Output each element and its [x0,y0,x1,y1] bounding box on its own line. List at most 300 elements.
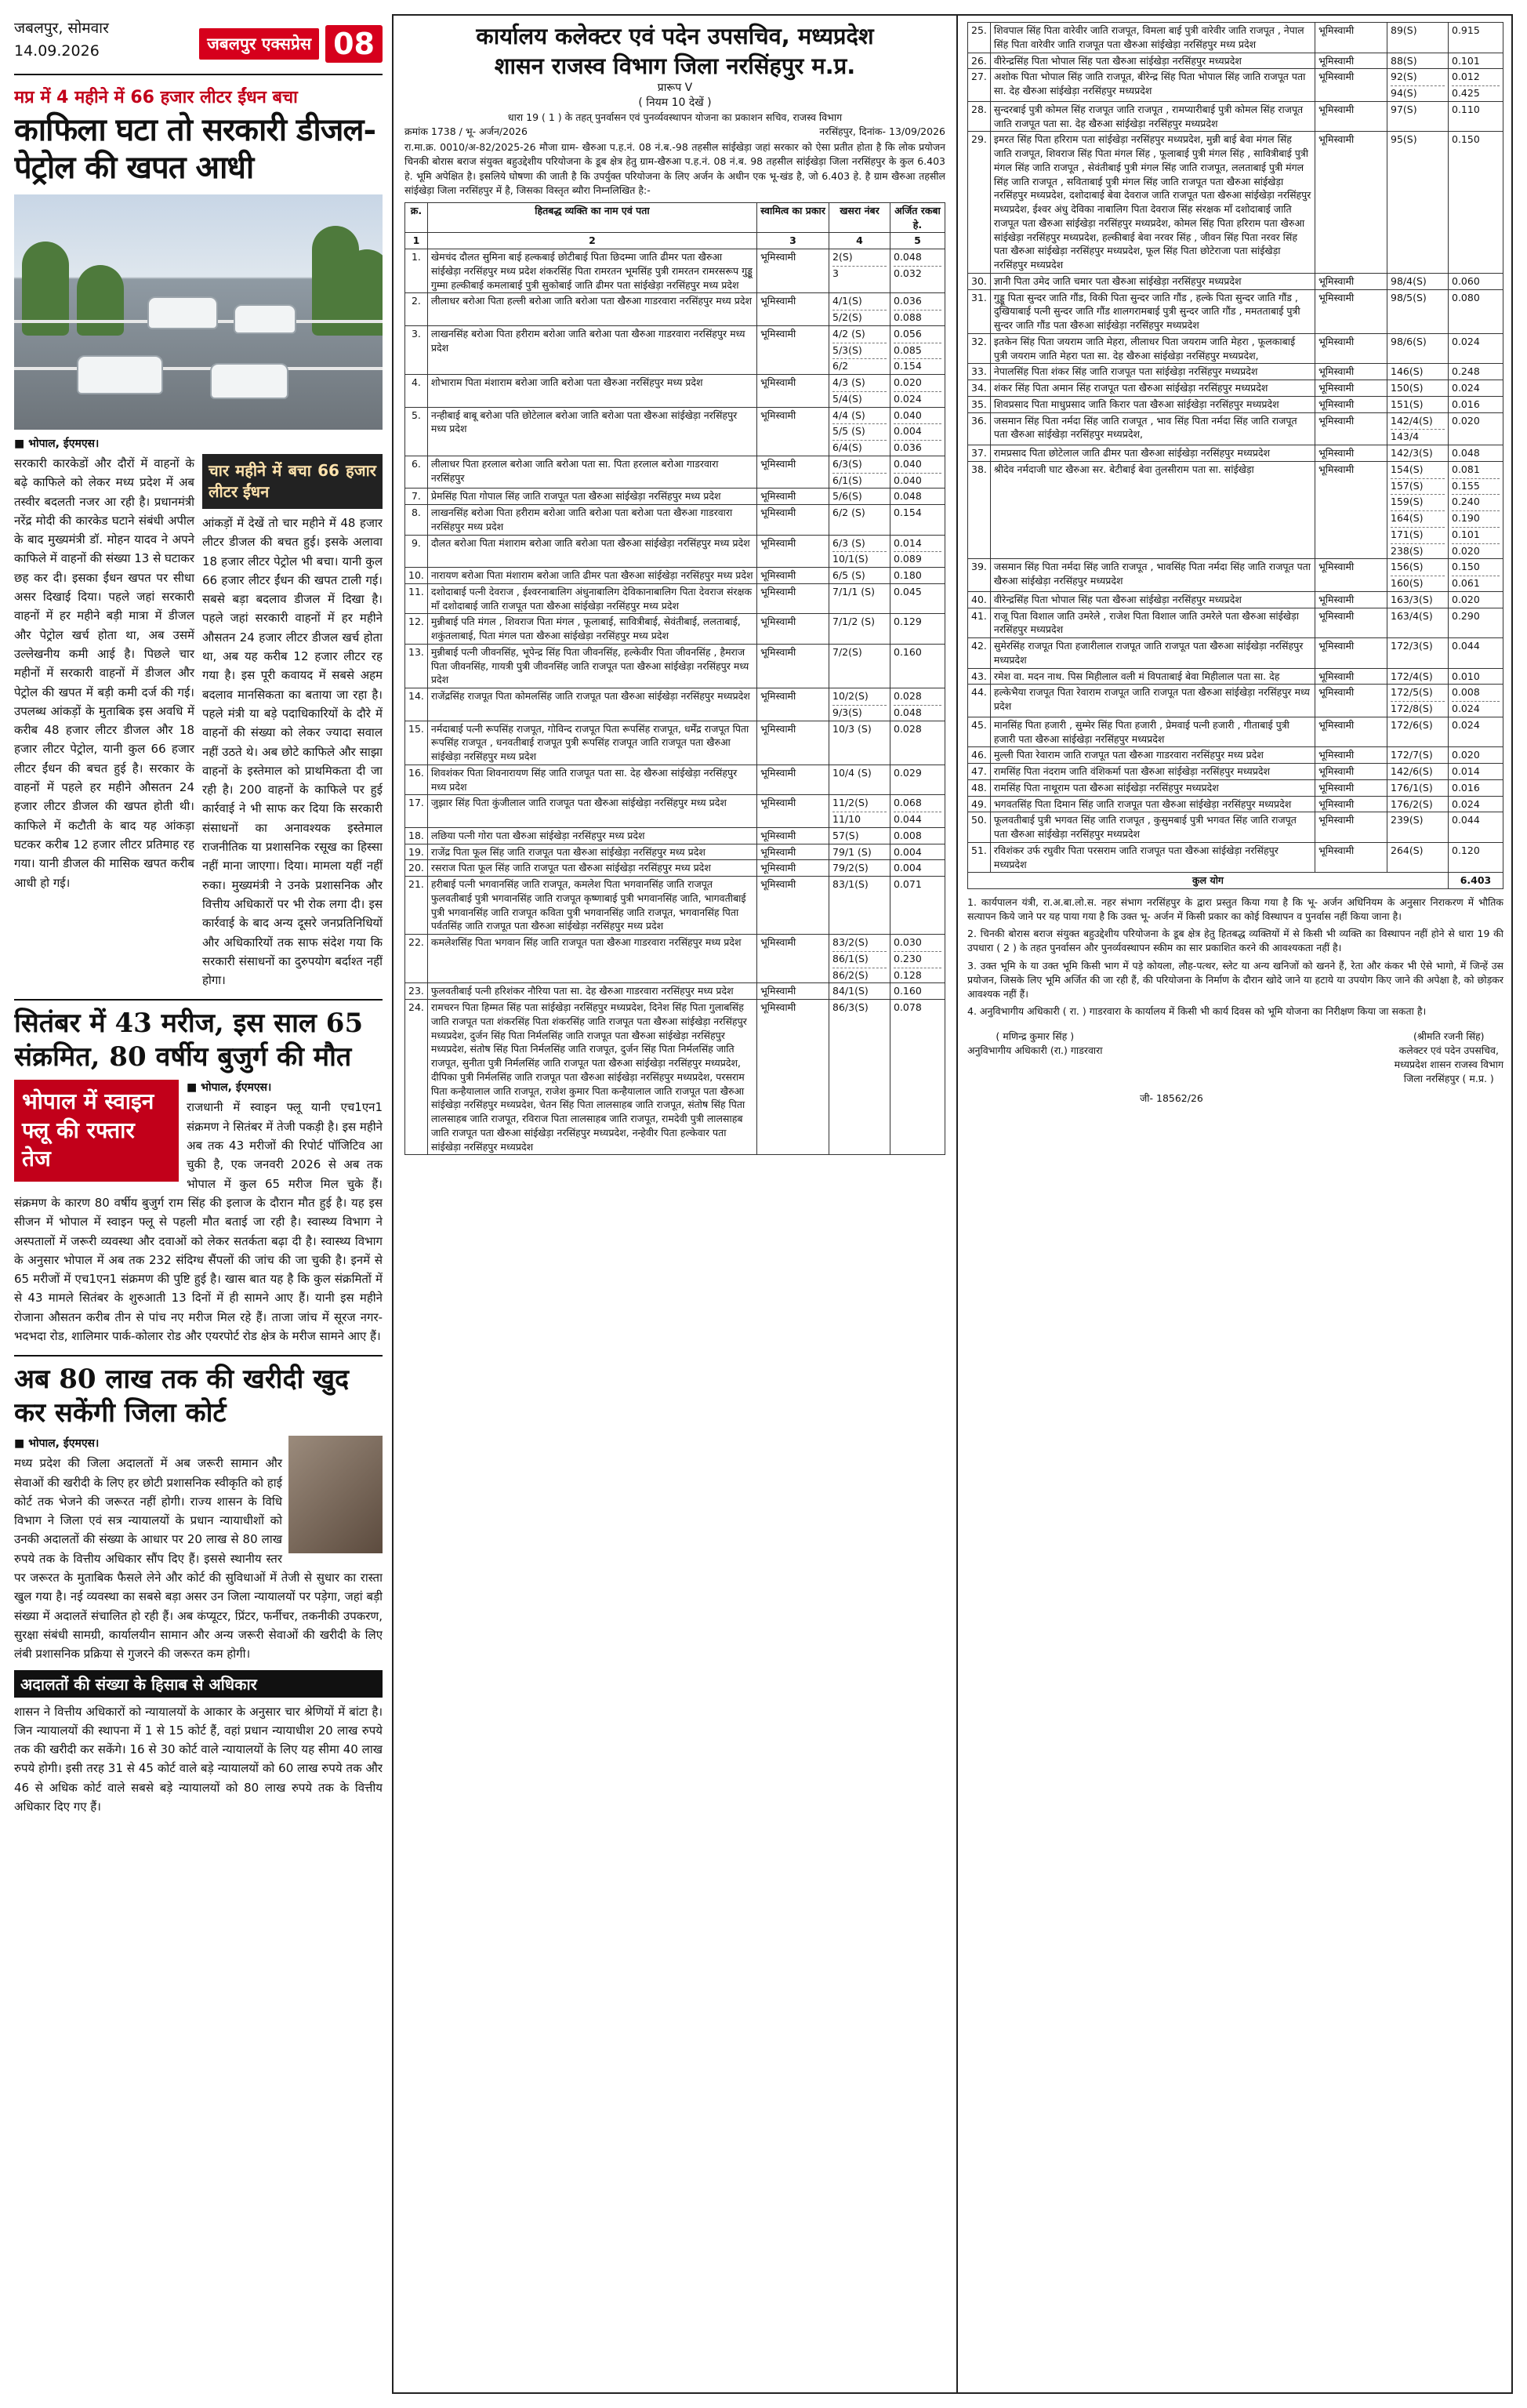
sr-cell: 14. [405,688,428,721]
table-row [968,764,1503,780]
area-cell [890,456,945,489]
area-cell [1449,333,1503,364]
khasra-cell [829,535,890,568]
area-value: 0.016 [1452,781,1480,794]
notice-rule: ( नियम 10 देखें ) [638,96,712,110]
khasra-value: 95(S) [1391,133,1417,146]
sr-cell: 48. [968,779,991,796]
khasra-value: 7/1/2 (S) [832,616,875,628]
name-cell: सुन्दरबाई पुत्री कोमल सिंह राजपूत जाति राजपूत , रामप्यारीबाई पुत्री कोमल सिंह राजपूत जाति राजपूत पता सा. देह खैरुआ सांईखेड़ा नरसिंहपुर मध्यप्रदेश [990,101,1315,132]
table-colnum-row [405,233,945,249]
khasra-value: 6/3(S) [832,457,862,470]
khasra-value: 88(S) [1391,54,1417,67]
table-row [405,614,945,645]
name-cell: रामचरन पिता हिम्मत सिंह पता सांईखेड़ा नरसिंहपुर मध्यप्रदेश, दिनेश सिंह पिता गुलाबसिंह जाति राजपूत पता शंकरसिंह पिता शंकरसिंह जाति राजपूत पता खैरुआ सांईखेड़ा नरसिंहपुर मध्यप्रदेश, दुर्जन सिंह पिता निर्मलसिंह जाति राजपूत पता खैरुआ सांईखेड़ा नरसिंहपुर मध्यप्रदेश, संतोष सिंह पिता निर्मलसिंह जाति राजपूत, दुर्जन सिंह पिता निर्मलसिंह जाति राजपूत, सुनीता पुत्री निर्मलसिंह जाति राजपूत पता खैरुआ सांईखेड़ा नरसिंहपुर मध्यप्रदेश, दीपिका पुत्री निर्मलसिंह जाति राजपूत पता खैरुआ सांईखेड़ा नरसिंहपुर मध्यप्रदेश, परसराम पिता कन्हैयालाल जाति राजपूत, राजेश कुमार पिता कन्हैयालाल जाति राजपूत पता खैरुआ सांईखेड़ा नरसिंहपुर मध्यप्रदेश, चेतन सिंह पिता लालसाहब जाति राजपूत, संतोष सिंह पिता लालसाहब जाति राजपूत, रविराज पिता लालसाहब जाति राजपूत, रामदेवी पुत्री लालसाहब जाति राजपूत पता खैरुआ सांईखेड़ा नरसिंहपुर मध्यप्रदेश, नन्हेवीर पिता हल्केवार पता सांईखेड़ा नरसिंहपुर मध्यप्रदेश [427,1000,756,1155]
table-row [405,860,945,877]
area-cell [890,795,945,828]
area-value: 0.110 [1452,103,1480,115]
table-row [405,535,945,568]
table-row [968,842,1503,873]
table-row [405,293,945,326]
khasra-value: 83/2(S) [832,936,869,949]
khasra-value: 142/3(S) [1391,447,1433,459]
khasra-value: 92(S) [1391,71,1417,83]
name-cell: नन्हीबाई बाबू बरोआ पति छोटेलाल बरोआ जाति बरोआ पता खैरुआ सांईखेड़ा नरसिंहपुर मध्य प्रदेश [427,407,756,456]
name-cell: नेपालसिंह पिता शंकर सिंह जाति राजपूत पता सांईखेड़ा नरसिंहपुर मध्यप्रदेश [990,364,1315,380]
total-value: 6.403 [1449,873,1503,889]
khasra-cell [829,877,890,935]
area-cell [890,827,945,844]
area-value: 0.024 [1452,382,1480,394]
colnum: 4 [829,233,890,249]
khasra-cell [1387,764,1449,780]
khasra-value: 98/5(S) [1391,291,1427,303]
area-cell [1449,747,1503,764]
area-cell [890,860,945,877]
area-value: 0.056 [894,327,922,340]
notice-section-line: धारा 19 ( 1 ) के तहत् पुनर्वासन एवं पुनर्व्यवस्थापन योजना का प्रकाशन सचिव, राजस्व विभाग [507,111,843,124]
name-cell: नारायण बरोआ पिता मंशाराम बरोआ जाति ढीमर पता खैरुआ सांईखेड़ा नरसिंहपुर मध्य प्रदेश [427,568,756,584]
area-cell [890,614,945,645]
area-value: 0.028 [894,690,922,703]
area-value: 0.020 [1452,749,1480,761]
sr-cell: 15. [405,721,428,765]
sig-right-title: कलेक्टर एवं पदेन उपसचिव, [1398,1044,1499,1057]
notice-left [394,16,958,2392]
area-value: 0.020 [1452,543,1500,558]
table-row [968,461,1503,559]
ownership-cell: भूमिस्वामी [757,827,829,844]
name-cell: कमलेशसिंह पिता भगवान सिंह जाति राजपूत पता खैरुआ गाडरवारा नरसिंहपुर मध्य प्रदेश [427,935,756,983]
name-cell: लाखनसिंह बरोआ पिता हरीराम बरोआ जाति बरोआ पता बरोआ पता खैरुआ गाडरवारा नरसिंहपुर मध्य प्रदेश [427,505,756,536]
ownership-cell: भूमिस्वामी [1315,779,1387,796]
name-cell: नर्मदाबाई पत्नी रूपसिंह राजपूत, गोविन्द राजपूत पिता रूपसिंह राजपूत, धर्मेंद्र राजपूत पिता रूपसिंह राजपूत , धनवतीबाई राजपूत पुत्री रूपसिंह राजपूत जाति राजपूत पता खैरुआ सांईखेड़ा नरसिंहपुर मध्य प्रदेश [427,721,756,765]
sr-cell: 37. [968,445,991,462]
area-value: 0.030 [894,936,922,949]
name-cell: मुल्ली पिता रेवाराम जाति राजपूत पता खैरुआ गाडरवारा नरसिंहपुर मध्य प्रदेश [990,747,1315,764]
name-cell: राजू पिता विशाल जाति उमरेले , राजेश पिता विशाल जाति उमरेले पता खैरुआ सांईखेड़ा नरसिंहपुर मध्यप्रदेश [990,608,1315,638]
note: 2. चिनकी बोरास बराज संयुक्त बहुउद्देशीय परियोजना के डूब क्षेत्र हेतु हितबद्ध व्यक्तियों में से किसी भी व्यक्ति का विस्थापन नहीं होने से धारा 19 की उपधारा ( 2 ) के तहत पुनर्वासन और पुनर्व्यवस्थापन स्कीम का सार प्रकाशित करने की आवश्यकता नहीं है। [967,928,1503,954]
ownership-cell: भूमिस्वामी [757,583,829,614]
sr-cell: 41. [968,608,991,638]
area-cell [890,568,945,584]
sr-cell: 38. [968,461,991,559]
sr-cell: 22. [405,935,428,983]
story2-byline: ■ भोपाल, ईएमएस। [187,1081,272,1095]
khasra-cell [829,489,890,505]
sr-cell: 31. [968,289,991,333]
sr-cell: 21. [405,877,428,935]
khasra-value: 6/3 (S) [832,536,865,549]
area-cell [890,721,945,765]
sr-cell: 46. [968,747,991,764]
name-cell: इतकेन सिंह पिता जयराम जाति मेहरा, लीलाधर पिता जयराम जाति मेहरा , फूलकाबाई पुत्री जयराम जाति मेहरा पता सा. देह खैरुआ सांईखेड़ा नरसिंहपुर मध्यप्रदेश, [990,333,1315,364]
table-row [405,407,945,456]
khasra-value: 172/7(S) [1391,749,1433,761]
khasra-value: 10/1(S) [832,551,887,566]
area-value: 0.024 [894,391,941,406]
sr-cell: 25. [968,23,991,53]
story1-col-b-wrap [202,454,383,990]
khasra-cell [829,249,890,293]
area-value: 0.155 [1452,478,1500,493]
khasra-cell [829,614,890,645]
khasra-value: 172/8(S) [1391,701,1445,716]
khasra-cell [1387,591,1449,608]
area-cell [1449,461,1503,559]
khasra-cell [1387,812,1449,843]
khasra-cell [1387,333,1449,364]
name-cell: शिवप्रसाद पिता माधुप्रसाद जाति किरार पता खैरुआ सांईखेड़ा नरसिंहपुर मध्यप्रदेश [990,396,1315,412]
notice-ref-date: नरसिंहपुर, दिनांक- 13/09/2026 [819,125,945,138]
table-row [968,273,1503,289]
ownership-cell: भूमिस्वामी [1315,333,1387,364]
area-value: 0.048 [894,490,922,503]
name-cell: दौलत बरोआ पिता मंशाराम बरोआ जाति बरोआ पता खैरुआ सांईखेड़ा नरसिंहपुर मध्य प्रदेश [427,535,756,568]
story3-headline: अब 80 लाख तक की खरीदी खुद कर सकेंगी जिला कोर्ट [14,1355,383,1429]
table-row [405,827,945,844]
khasra-value: 159(S) [1391,494,1445,509]
khasra-cell [1387,685,1449,717]
ownership-cell: भूमिस्वामी [757,983,829,1000]
story3-photo [288,1436,383,1553]
khasra-value: 163/4(S) [1391,609,1433,622]
area-cell [1449,273,1503,289]
note: 4. अनुविभागीय अधिकारी ( रा. ) गाडरवारा के कार्यालय में किसी भी कार्य दिवस को भूमि योजना का निरीक्षण किया जा सकता है। [967,1004,1427,1017]
khasra-value: 79/1 (S) [832,845,872,858]
khasra-cell [829,325,890,374]
sig-right-title: जिला नरसिंहपुर ( म.प्र. ) [1403,1073,1494,1085]
area-cell [890,644,945,688]
sr-cell: 6. [405,456,428,489]
area-cell [1449,717,1503,747]
area-value: 0.089 [894,551,941,566]
story2-headline: सितंबर में 43 मरीज, इस साल 65 संक्रमित, 80 वर्षीय बुजुर्ग की मौत [14,999,383,1073]
name-cell: रामप्रसाद पिता छोटेलाल जाति ढीमर पता खैरुआ सांईखेड़ा नरसिंहपुर मध्यप्रदेश [990,445,1315,462]
khasra-value: 172/4(S) [1391,670,1433,682]
khasra-cell [829,860,890,877]
ownership-cell: भूमिस्वामी [1315,69,1387,102]
name-cell: शिवशंकर पिता शिवनारायण सिंह जाति राजपूत पता सा. देह खैरुआ सांईखेड़ा नरसिंहपुर मध्य प्रदेश [427,765,756,795]
area-cell [890,489,945,505]
name-cell: रमेश वा. मदन नाथ. पिस मिहीलाल वली मं विपताबाई बेवा मिहीलाल पता सा. देह [990,668,1315,685]
area-cell [1449,812,1503,843]
sr-cell: 9. [405,535,428,568]
khasra-cell [1387,747,1449,764]
table-row [968,747,1503,764]
name-cell: दशोदाबाई पत्नी देवराज , ईश्वरनाबालिग अंधुनाबालिग देविकानाबालिग पिता देवराज संरक्षक माँ दशोदाबाई जाति राजपूत पता खैरुआ सांईखेड़ा नरसिंहपुर मध्य प्रदेश [427,583,756,614]
ownership-cell: भूमिस्वामी [1315,53,1387,69]
name-cell: रामसिंह पिता नाथूराम पता खैरुआ सांईखेड़ा नरसिंहपुर मध्यप्रदेश [990,779,1315,796]
table-row [405,456,945,489]
colnum: 1 [405,233,428,249]
table-row [968,101,1503,132]
khasra-value: 238(S) [1391,543,1445,558]
colnum: 5 [890,233,945,249]
khasra-value: 172/3(S) [1391,640,1433,652]
ownership-cell: भूमिस्वामी [757,293,829,326]
sr-cell: 23. [405,983,428,1000]
area-value: 0.008 [894,829,922,841]
area-cell [1449,69,1503,102]
area-value: 0.085 [894,343,941,358]
khasra-cell [1387,364,1449,380]
name-cell: राजेंद्र पिता फूल सिंह जाति राजपूत पता खैरुआ सांईखेड़ा नरसिंहपुर मध्य प्रदेश [427,844,756,860]
ownership-cell: भूमिस्वामी [757,489,829,505]
khasra-value: 160(S) [1391,576,1445,590]
khasra-value: 10/3 (S) [832,722,872,735]
ownership-cell: भूमिस्वामी [1315,289,1387,333]
table-row [968,132,1503,274]
name-cell: हरीबाई पत्नी भगवानसिंह जाति राजपूत, कमलेश पिता भगवानसिंह जाति राजपूत फुलवतीबाई पुत्री भगवानसिंह जाति राजपूत कृष्णाबाई पुत्री भगवानसिंह जाति, भागवतीबाई पुत्री भगवानसिंह जाति राजपूत कविता पुत्री भगवानसिंह जाति राजपूत, भगवानसिंह पिता पर्वतसिंह जाति राजपूत पता खैरुआ सांईखेड़ा नरसिंहपुर मध्य प्रदेश [427,877,756,935]
khasra-cell [1387,779,1449,796]
khasra-value: 171(S) [1391,527,1445,542]
table-row [968,380,1503,397]
area-value: 0.008 [1452,686,1480,699]
name-cell: लीलाधर बरोआ पिता हल्ली बरोआ जाति बरोआ पता खैरुआ गाडरवारा नरसिंहपुर मध्य प्रदेश [427,293,756,326]
khasra-cell [1387,69,1449,102]
header-name: हितबद्ध व्यक्ति का नाम एवं पता [427,202,756,233]
khasra-value: 86/2(S) [832,968,887,982]
table-row [968,779,1503,796]
area-value: 0.425 [1452,85,1500,100]
khasra-value: 10/2(S) [832,690,869,703]
city-day: जबलपुर, सोमवार [14,20,109,37]
sr-cell: 4. [405,375,428,408]
sr-cell: 5. [405,407,428,456]
name-cell: लाखनसिंह बरोआ पिता हरीराम बरोआ जाति बरोआ पता खैरुआ गाडरवारा नरसिंहपुर मध्य प्रदेश [427,325,756,374]
area-cell [1449,380,1503,397]
khasra-cell [1387,412,1449,445]
sig-left-title: अनुविभागीय अधिकारी (रा.) गाडरवारा [967,1044,1103,1057]
sr-cell: 50. [968,812,991,843]
sr-cell: 44. [968,685,991,717]
area-cell [890,935,945,983]
table-row [405,877,945,935]
area-value: 0.020 [1452,593,1480,605]
notice-title-1: कार्यालय कलेक्टर एवं पदेन उपसचिव, मध्यप्रदेश [476,23,874,49]
area-value: 0.044 [1452,814,1480,826]
sr-cell: 11. [405,583,428,614]
area-value: 0.240 [1452,494,1500,509]
area-cell [1449,764,1503,780]
section-tab [155,14,383,74]
story1-byline: ■ भोपाल, ईएमएस। [14,438,100,450]
sr-cell: 12. [405,614,428,645]
area-value: 0.014 [1452,765,1480,777]
name-cell: लछिया पत्नी गोरा पता खैरुआ सांईखेड़ा नरसिंहपुर मध्य प्रदेश [427,827,756,844]
sr-cell: 1. [405,249,428,293]
khasra-value: 79/2(S) [832,862,869,874]
ownership-cell: भूमिस्वामी [757,407,829,456]
date: 14.09.2026 [14,42,100,60]
ownership-cell: भूमिस्वामी [1315,685,1387,717]
khasra-cell [829,765,890,795]
khasra-value: 157(S) [1391,478,1445,493]
area-value: 0.915 [1452,24,1480,36]
area-cell [1449,668,1503,685]
ownership-cell: भूमिस्वामी [757,795,829,828]
area-cell [1449,559,1503,592]
name-cell: फुलवतीबाई पत्नी हरिशंकर नौरिया पता सा. देह खैरुआ गाडरवारा नरसिंहपुर मध्य प्रदेश [427,983,756,1000]
table-row [968,812,1503,843]
story3-text2: शासन ने वित्तीय अधिकारों को न्यायालयों के आकार के अनुसार चार श्रेणियों में बांटा है। जिन न्यायालयों की स्थापना में 1 से 15 कोर्ट हैं, वहां प्रधान न्यायाधीश 20 लाख रुपये तक की खरीदी कर सकेंगे। 16 से 30 कोर्ट वाले न्यायालयों के लिए यह सीमा 40 लाख रुपये होगी। इसी तरह 31 से 45 कोर्ट वाले बड़े न्यायालयों को 60 लाख रुपये तक और 46 से अधिक कोर्ट वाले सबसे बड़े न्यायालयों को 80 लाख रुपये तक के वित्तीय अधिकार दिए गए हैं। [14,1704,383,1814]
khasra-value: 86/3(S) [832,1001,869,1014]
area-value: 0.048 [894,251,922,263]
area-value: 0.045 [894,585,922,597]
khasra-value: 6/1(S) [832,473,887,488]
table-row [405,1000,945,1155]
khasra-value: 57(S) [832,829,859,841]
area-value: 0.048 [894,705,941,720]
table-row [405,375,945,408]
table-row [405,983,945,1000]
section-name: जबलपुर एक्सप्रेस [199,28,319,60]
name-cell: मुन्नीबाई पत्नी जीवनसिंह, भूपेन्द्र सिंह पिता जीवनसिंह, हल्केवीर पिता जीवनसिंह , हैमराज पिता जीवनसिंह, गायत्री पुत्री जीवनसिंह जाति राजपूत पता खैरुआ सांईखेड़ा नरसिंहपुर मध्य प्रदेश [427,644,756,688]
area-value: 0.120 [1452,844,1480,856]
name-cell: इमरत सिंह पिता हरिराम पता सांईखेड़ा नरसिंहपुर मध्यप्रदेश, मुन्नी बाई बेवा मंगल सिंह जाति राजपूत, शिवराज सिंह पिता मंगल सिंह , फूलाबाई पुत्री मंगल सिंह , सावित्रीबाई पुत्री मंगल सिंह जाति राजपूत , सेवंतीबाई पुत्री मंगल सिंह जाति राजपूत, ललताबाई पुत्री मंगल सिंह जाति राजपूत , सविताबाई पुत्री मंगल सिंह जाति राजपूत पता खैरुआ सांईखेड़ा नरसिंहपुर मध्यप्रदेश, दशोदाबाई बेवा देवराज जाति राजपूत पता खैरुआ सांईखेड़ा नरसिंहपुर मध्यप्रदेश, ईश्वर अंधु देविका नाबालिग पिता देवराज सिंह संरक्षक माँ दशोदाबाई जाति राजपूत पता खैरुआ सांईखेड़ा नरसिंहपुर मध्यप्रदेश, कोमल सिंह पिता हरिराम पता खैरुआ सांईखेड़ा नरसिंहपुर मध्यप्रदेश, हल्कीबाई बेवा नरवर सिंह , जीवन सिंह पिता नरवर सिंह पता खैरुआ सांईखेड़ा नरसिंहपुर मध्यप्रदेश, फूल सिंह पिता छोटेराजा पता सांईखेड़ा नरसिंहपुर मध्यप्रदेश [990,132,1315,274]
khasra-value: 94(S) [1391,85,1445,100]
sr-cell: 17. [405,795,428,828]
khasra-value: 11/10 [832,812,887,826]
khasra-cell [1387,559,1449,592]
name-cell: प्रेमसिंह पिता गोपाल सिंह जाति राजपूत पता खैरुआ सांईखेड़ा नरसिंहपुर मध्य प्रदेश [427,489,756,505]
area-cell [1449,638,1503,669]
sr-cell: 28. [968,101,991,132]
name-cell: जुझार सिंह पिता कुंजीलाल जाति राजपूत पता खैरुआ सांईखेड़ा नरसिंहपुर मध्य प्रदेश [427,795,756,828]
area-cell [890,877,945,935]
khasra-value: 5/2(S) [832,310,887,325]
khasra-value: 163/3(S) [1391,593,1433,605]
khasra-value: 83/1(S) [832,878,869,891]
ownership-cell: भूमिस्वामी [1315,591,1387,608]
area-value: 0.024 [1452,701,1500,716]
area-value: 0.248 [1452,365,1480,378]
notice-ref-no: क्रमांक 1738 / भू- अर्जन/2026 [404,125,528,138]
notice-notes [967,895,1503,1019]
area-value: 0.040 [894,409,922,421]
sr-cell: 39. [968,559,991,592]
khasra-value: 6/2 (S) [832,507,865,519]
story2-text: राजधानी में स्वाइन फ्लू यानी एच1एन1 संक्रमण ने सितंबर में तेजी पकड़ी है। इस महीने अब तक 43 मरीजों की रिपोर्ट पॉजिटिव आ चुकी है, एक जनवरी 2026 से अब तक भोपाल में कुल 65 मरीज मिल चुके हैं। संक्रमण के कारण 80 वर्षीय बुजुर्ग राम सिंह की इलाज के दौरान मौत हुई है। यह इस सीजन में भोपाल में स्वाइन फ्लू से पहली मौत बताई जा रही है। स्वास्थ्य विभाग ने अस्पतालों में जरूरी व्यवस्था और दवाओं को लेकर सतर्कता बढ़ा दी है। स्वास्थ्य विभाग के अनुसार भोपाल में अब तक 232 संदिग्ध सैंपलों की जांच की जा चुकी है। इनमें से 65 मरीजों में एच1एन1 संक्रमण की पुष्टि हुई है। खास बात यह है कि कुल संक्रमितों में से 43 मामले सितंबर के शुरुआती 13 दिनों में ही सामने आए हैं। यानी इस महीने रोजाना औसतन करीब तीन से पांच नए मरीज मिल रहे हैं। ताजा जांच में सूरज नगर-भदभदा रोड, शालिमार पार्क-कोलार रोड और एयरपोर्ट रोड क्षेत्र के मरीज सामने आए हैं। [14,1100,383,1343]
khasra-value: 5/4(S) [832,391,887,406]
table-row [968,445,1503,462]
khasra-value: 98/6(S) [1391,335,1427,347]
khasra-cell [829,583,890,614]
khasra-value: 2(S) [832,251,853,263]
ownership-cell: भूमिस्वामी [1315,638,1387,669]
table-row [968,364,1503,380]
ownership-cell: भूमिस्वामी [757,1000,829,1155]
masthead [14,14,383,75]
khasra-cell [1387,101,1449,132]
table-row [968,289,1503,333]
ownership-cell: भूमिस्वामी [757,505,829,536]
khasra-cell [1387,842,1449,873]
name-cell: खेमचंद दौलत सुमिना बाई हल्कबाई छोटीबाई पिता छिदम्मा जाति ढीमर पता खैरुआ सांईखेड़ा नरसिंहपुर मध्य प्रदेश शंकरसिंह पिता रामरतन भूमसिंह पुत्री रामरतन रामरसरूप गुड्डू गुम्मा हल्कीबाई कमलाबाई पुत्री सुकोबाई जाति ढीमर पता सांईखेड़ा नरसिंहपुर मध्य प्रदेश [427,249,756,293]
khasra-cell [829,827,890,844]
khasra-cell [1387,23,1449,53]
story1-col-a: सरकारी कारकेडों और दौरों में वाहनों के बढ़े काफिले को लेकर मध्य प्रदेश में अब तस्वीर बदलती नजर आ रही है। प्रधानमंत्री नरेंद्र मोदी की कारकेड घटाने संबंधी अपील के बाद मुख्यमंत्री डॉ. मोहन यादव ने अपने काफिले में वाहनों की संख्या 13 से घटाकर छह कर दी। इसका ईंधन खपत पर सीधा असर दिखाई दिया। पहले जहां सरकारी वाहनों में हर महीने बड़ी मात्रा में डीजल और पेट्रोल खर्च होता था, अब उसमें उल्लेखनीय कमी आई है। पिछले चार महीनों में सरकारी वाहनों में डीजल और पेट्रोल की खपत में बड़ी कमी दर्ज की गई। उपलब्ध आंकड़ों के मुताबिक इस अवधि में करीब 48 हजार लीटर डीजल और 18 हजार लीटर पेट्रोल, यानी कुल 66 हजार लीटर ईंधन की बचत हुई है। सरकार के वाहनों में पहले हर महीने औसतन 24 हजार लीटर डीजल की खपत होती थी। काफिले में कटौती के बाद यह आंकड़ा घटकर करीब 12 हजार लीटर प्रतिमाह रह गया। यानी डीजल की मासिक खपत करीब आधी हो गई। [14,456,194,890]
area-cell [1449,445,1503,462]
area-cell [890,765,945,795]
table-row [968,685,1503,717]
sr-cell: 33. [968,364,991,380]
name-cell: मानसिंह पिता हजारी , सुम्मेर सिंह पिता हजारी , प्रेमवाई पत्नी हजारी , गीताबाई पुत्री हजारी पता खैरुआ सांईखेड़ा नरसिंहपुर मध्यप्रदेश [990,717,1315,747]
table-row [405,765,945,795]
khasra-value: 151(S) [1391,398,1424,410]
ownership-cell: भूमिस्वामी [1315,380,1387,397]
area-value: 0.004 [894,862,922,874]
khasra-cell [829,1000,890,1155]
ownership-cell: भूमिस्वामी [1315,796,1387,812]
area-cell [1449,608,1503,638]
khasra-value: 154(S) [1391,463,1424,475]
ownership-cell: भूमिस्वामी [757,375,829,408]
sr-cell: 49. [968,796,991,812]
ownership-cell: भूमिस्वामी [757,614,829,645]
name-cell: हल्केभैया राजपूत पिता रेवाराम राजपूत जाति राजपूत पता खैरुआ सांईखेड़ा नरसिंहपुर मध्य प्रदेश [990,685,1315,717]
table-row [968,396,1503,412]
khasra-value: 143/4 [1391,429,1445,444]
area-value: 0.160 [894,645,922,658]
area-value: 0.160 [894,985,922,997]
khasra-value: 7/2(S) [832,645,862,658]
story3-subhead: अदालतों की संख्या के हिसाब से अधिकार [14,1670,383,1698]
signature-left [967,1030,1103,1087]
table-row [968,608,1503,638]
sr-cell: 51. [968,842,991,873]
ownership-cell: भूमिस्वामी [757,249,829,293]
khasra-value: 150(S) [1391,382,1424,394]
area-cell [890,844,945,860]
sr-cell: 32. [968,333,991,364]
khasra-value: 7/1/1 (S) [832,585,875,597]
table-row [968,591,1503,608]
khasra-cell [829,935,890,983]
story1-kicker: मप्र में 4 महीने में 66 हजार लीटर ईंधन बचा [14,88,298,107]
ownership-cell: भूमिस्वामी [1315,364,1387,380]
area-value: 0.024 [1452,335,1480,347]
sr-cell: 18. [405,827,428,844]
table-row [968,796,1503,812]
name-cell: लीलाधर पिता हरलाल बरोआ जाति बरोआ पता सा. पिता हरलाल बरोआ गाडरवारा नरसिंहपुर [427,456,756,489]
area-value: 0.180 [894,569,922,582]
khasra-value: 5/3(S) [832,343,887,358]
table-row [405,935,945,983]
area-value: 0.101 [1452,527,1500,542]
name-cell: ज्ञानी पिता उमेद जाति चमार पता खैरुआ सांईखेड़ा नरसिंहपुर मध्यप्रदेश [990,273,1315,289]
khasra-cell [1387,380,1449,397]
khasra-value: 98/4(S) [1391,274,1427,287]
khasra-value: 264(S) [1391,844,1424,856]
note: 1. कार्यपालन यंत्री, रा.अ.बा.लो.स. नहर संभाग नरसिंहपुर के द्वारा प्रस्तुत किया गया है कि भू- अर्जन अधिनियम के अनुसार निराकरण में भौतिक सत्यापन किये जाने पर यह पाया गया है कि उक्त भू- अर्जन में किसी प्रकार का कोई विस्थापन व पुनर्वास नहीं किया जाना है। [967,896,1503,923]
ownership-cell: भूमिस्वामी [1315,764,1387,780]
ownership-cell: भूमिस्वामी [1315,608,1387,638]
area-cell [890,407,945,456]
sr-cell: 34. [968,380,991,397]
khasra-value: 239(S) [1391,814,1424,826]
sr-cell: 36. [968,412,991,445]
ownership-cell: भूमिस्वामी [1315,132,1387,274]
khasra-cell [829,688,890,721]
table-row [405,795,945,828]
area-value: 0.010 [1452,670,1480,682]
ownership-cell: भूमिस्वामी [757,644,829,688]
name-cell: सुमेरसिंह राजपूत पिता हजारीलाल राजपूत जाति राजपूत पता खैरुआ सांईखेड़ा नरसिंहपुर मध्यप्रदेश [990,638,1315,669]
area-value: 0.101 [1452,54,1480,67]
notice-table-right [967,22,1503,889]
